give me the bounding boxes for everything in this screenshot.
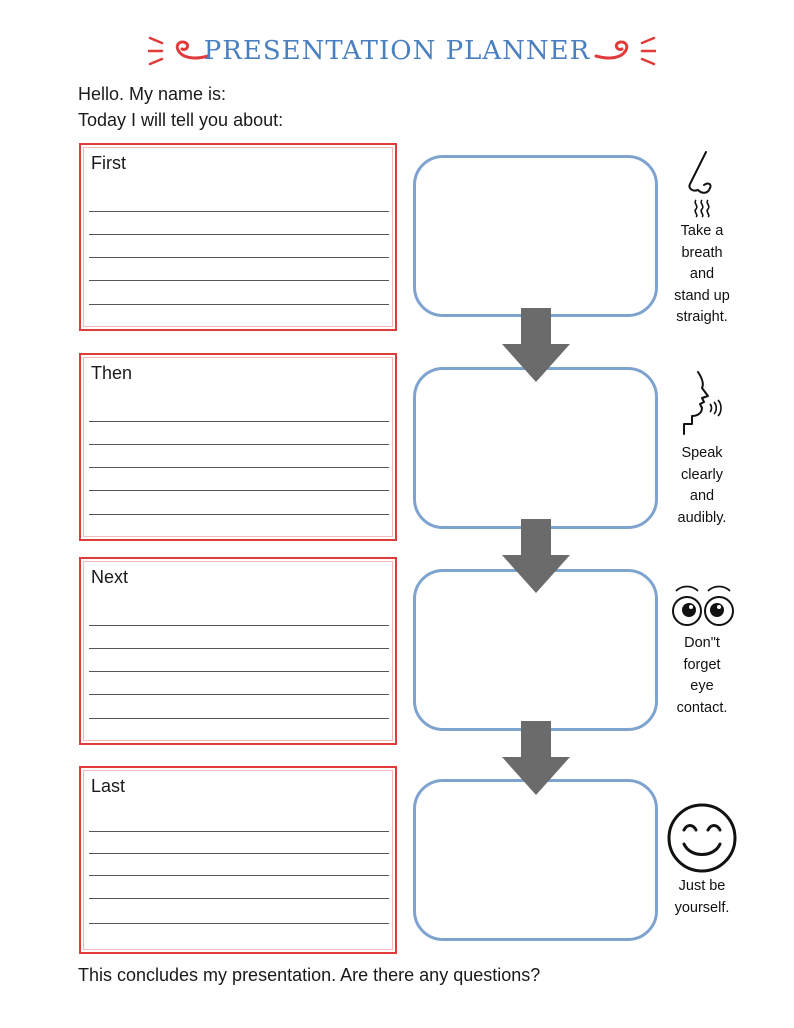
drawing-box-1[interactable] xyxy=(413,155,658,317)
write-line xyxy=(89,211,389,212)
name-prompt: Hello. My name is: xyxy=(78,84,227,104)
tip-eye-contact-text: Don"t forget eye contact. xyxy=(676,635,728,716)
closing-line: This concludes my presentation. Are there any questions? xyxy=(78,965,541,985)
write-line xyxy=(89,280,389,281)
write-line xyxy=(89,875,389,876)
write-line xyxy=(89,671,389,672)
nose-breath-icon xyxy=(684,150,720,218)
tip-speak-text: Speak clearly and audibly. xyxy=(677,445,727,526)
down-arrow-icon xyxy=(500,308,572,382)
drawing-box-4[interactable] xyxy=(413,779,658,941)
write-line xyxy=(89,648,389,649)
write-line xyxy=(89,257,389,258)
drawing-box-3[interactable] xyxy=(413,569,658,731)
page-title: PRESENTATION PLANNER xyxy=(203,36,591,66)
write-line xyxy=(89,831,389,832)
down-arrow-icon xyxy=(500,519,572,593)
section-label: Last xyxy=(91,776,126,796)
write-line xyxy=(89,234,389,235)
writing-box-then[interactable] xyxy=(79,353,397,541)
write-line xyxy=(89,853,389,854)
right-flourish-icon xyxy=(594,34,656,70)
topic-prompt: Today I will tell you about: xyxy=(78,110,284,130)
section-label: First xyxy=(91,153,126,173)
header xyxy=(0,28,794,78)
tip-breath-text: Take a breath and stand up straight. xyxy=(674,223,730,325)
writing-box-first[interactable] xyxy=(79,143,397,331)
section-label: Then xyxy=(91,363,133,383)
write-line xyxy=(89,467,389,468)
writing-box-last[interactable] xyxy=(79,766,397,954)
smiley-face-icon xyxy=(666,802,738,874)
write-line xyxy=(89,718,389,719)
write-line xyxy=(89,625,389,626)
write-line xyxy=(89,444,389,445)
down-arrow-icon xyxy=(500,721,572,795)
write-line xyxy=(89,514,389,515)
section-label: Next xyxy=(91,567,129,587)
eyes-icon xyxy=(670,583,736,629)
write-line xyxy=(89,694,389,695)
write-line xyxy=(89,898,389,899)
tip-yourself-text: Just be yourself. xyxy=(674,878,730,916)
speaking-face-icon xyxy=(680,370,724,438)
writing-box-next[interactable] xyxy=(79,557,397,745)
write-line xyxy=(89,304,389,305)
write-line xyxy=(89,923,389,924)
write-line xyxy=(89,421,389,422)
drawing-box-2[interactable] xyxy=(413,367,658,529)
write-line xyxy=(89,490,389,491)
